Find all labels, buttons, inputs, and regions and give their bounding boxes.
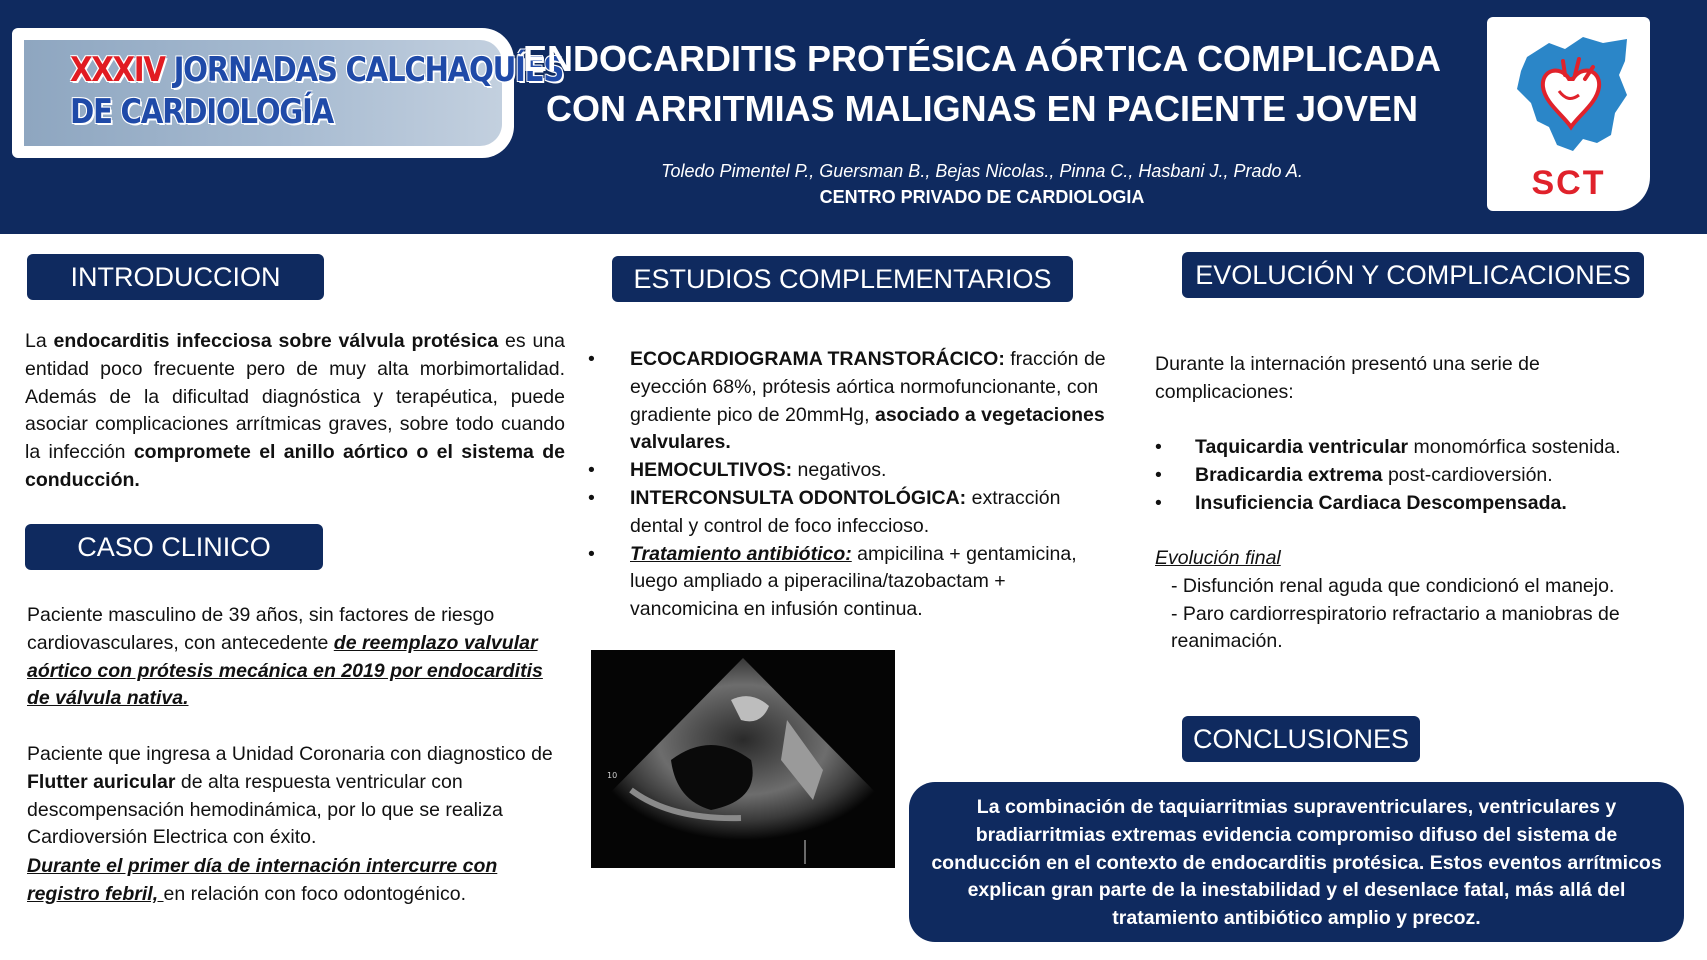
intro-heading: INTRODUCCION [27, 254, 324, 300]
case-p1-text-b: de reemplazo valvular aórtico con prótesis mecánica en 2019 por endocarditis de válvula nativa. [27, 631, 543, 710]
studies-item-dental-text: extracción dental y control de foco infeccioso. [630, 486, 1061, 537]
final-evolution-title: Evolución final [1155, 547, 1281, 569]
evolution-heading: EVOLUCIÓN Y COMPLICACIONES [1182, 252, 1644, 298]
complication-item-vt [1155, 434, 1675, 462]
sct-label: SCT [1531, 164, 1606, 202]
heart-map-icon [1487, 17, 1650, 167]
final-evolution [1155, 545, 1675, 656]
intro-text-a: La [25, 330, 54, 352]
case-heading: CASO CLINICO [25, 524, 323, 570]
bullet-icon: • [1155, 436, 1162, 458]
authors: Toledo Pimentel P., Guersman B., Bejas Nicolas., Pinna C., Hasbani J., Prado A. [661, 161, 1303, 181]
poster-header [0, 0, 1707, 234]
case-paragraph-3 [27, 853, 567, 909]
case-paragraph-1 [27, 602, 567, 713]
conclusions-box: La combinación de taquiarritmias supraventriculares, ventriculares y bradiarritmias extremas evidencia compromiso difuso del sistema de conducción en el contexto de endocarditis protésica. Estos eventos arrítmicos explican gran parte de la inestabilidad y el desenlace fatal, más allá del tratamiento antibiótico amplio y precoz. [909, 782, 1684, 942]
case-p2-text-a: Paciente que ingresa a Unidad Coronaria con diagnostico de [27, 743, 553, 765]
studies-item-echo [588, 346, 1113, 457]
studies-item-echo-finding: asociado a vegetaciones valvulares. [630, 403, 1105, 454]
studies-item-antibiotics-label: Tratamiento antibiótico: [630, 542, 852, 565]
intro-text-c: es una entidad poco frecuente pero de muy alta morbimortalidad. Además de la dificultad diagnóstica y terapéutica, puede asociar complicaciones arrítmicas graves, sobre todo cuando la infección [25, 330, 566, 464]
bullet-icon: • [1155, 463, 1162, 486]
complication-hf-label: Insuficiencia Cardiaca Descompensada. [1195, 491, 1567, 514]
complication-item-brady [1155, 462, 1675, 490]
studies-item-echo-text: fracción de eyección 68%, prótesis aórtica normofuncionante, con gradiente pico de 20mmHg, [630, 348, 1106, 426]
complication-brady-label: Bradicardia extrema [1195, 463, 1383, 486]
complication-brady-text: post-cardioversión. [1382, 463, 1553, 486]
bullet-icon: • [1155, 491, 1162, 514]
complication-vt-text: monomórfica sostenida. [1408, 436, 1621, 458]
event-logo-line-2: DE CARDIOLOGÍA [70, 92, 333, 132]
studies-heading: ESTUDIOS COMPLEMENTARIOS [612, 256, 1073, 302]
studies-item-cultures-text: negativos. [792, 459, 887, 482]
event-logo-name: JORNADAS CALCHAQUÍES [173, 50, 564, 90]
studies-item-cultures-label: HEMOCULTIVOS: [630, 459, 793, 482]
final-evolution-item-2: - Paro cardiorrespiratorio refractario a maniobras de reanimación. [1171, 602, 1620, 653]
studies-item-antibiotics-text: ampicilina + gentamicina, luego ampliado a piperacilina/tazobactam + vancomicina en infusión continua. [630, 542, 1077, 621]
studies-list [588, 346, 1113, 624]
echocardiogram-graphic [591, 650, 895, 868]
poster-title-line-1: ENDOCARDITIS PROTÉSICA AÓRTICA COMPLICADA [523, 38, 1441, 79]
case-p3-text-b: en relación con foco odontogénico. [163, 882, 467, 905]
complication-item-hf [1155, 490, 1675, 518]
bullet-icon: • [588, 459, 595, 482]
institution: CENTRO PRIVADO DE CARDIOLOGIA [819, 187, 1145, 207]
bullet-icon: • [588, 348, 595, 370]
bullet-icon: • [588, 542, 595, 565]
studies-item-echo-label: ECOCARDIOGRAMA TRANSTORÁCICO: [630, 348, 1005, 370]
studies-item-dental [588, 485, 1113, 541]
bullet-icon: • [588, 486, 595, 509]
echo-depth-label: 10 [607, 771, 618, 780]
studies-item-antibiotics [588, 541, 1113, 624]
poster-title-line-2: CON ARRITMIAS MALIGNAS EN PACIENTE JOVEN [545, 88, 1419, 129]
intro-text-b: endocarditis infecciosa sobre válvula protésica [53, 330, 499, 352]
conclusions-heading: CONCLUSIONES [1182, 716, 1420, 762]
complications-list [1155, 434, 1675, 517]
echocardiogram-image [591, 650, 895, 868]
case-p2-text-c: de alta respuesta ventricular con descompensación hemodinámica, por lo que se realiza Cardioversión Electrica con éxito. [27, 770, 503, 849]
evolution-intro: Durante la internación presentó una serie de complicaciones: [1155, 353, 1540, 403]
studies-item-cultures [588, 457, 1113, 485]
echo-sector [603, 658, 883, 840]
poster-title [520, 34, 1444, 134]
case-p1-text-a: Paciente masculino de 39 años, sin factores de riesgo cardiovasculares, con antecedente [27, 604, 495, 654]
final-evolution-item-1: - Disfunción renal aguda que condicionó el manejo. [1171, 574, 1615, 597]
event-logo-line-1 [70, 50, 563, 90]
event-logo-edition: XXXIV [70, 50, 165, 90]
intro-paragraph [25, 328, 565, 495]
intro-text-d: compromete el anillo aórtico o el sistema de conducción. [25, 441, 565, 491]
sct-logo [1487, 17, 1650, 211]
studies-item-dental-label: INTERCONSULTA ODONTOLÓGICA: [630, 486, 967, 509]
case-paragraph-2 [27, 741, 567, 852]
case-p3-text-a: Durante el primer día de internación intercurre con registro febril, [27, 855, 498, 905]
case-p2-text-b: Flutter auricular [27, 770, 176, 793]
complication-vt-label: Taquicardia ventricular [1195, 436, 1409, 458]
